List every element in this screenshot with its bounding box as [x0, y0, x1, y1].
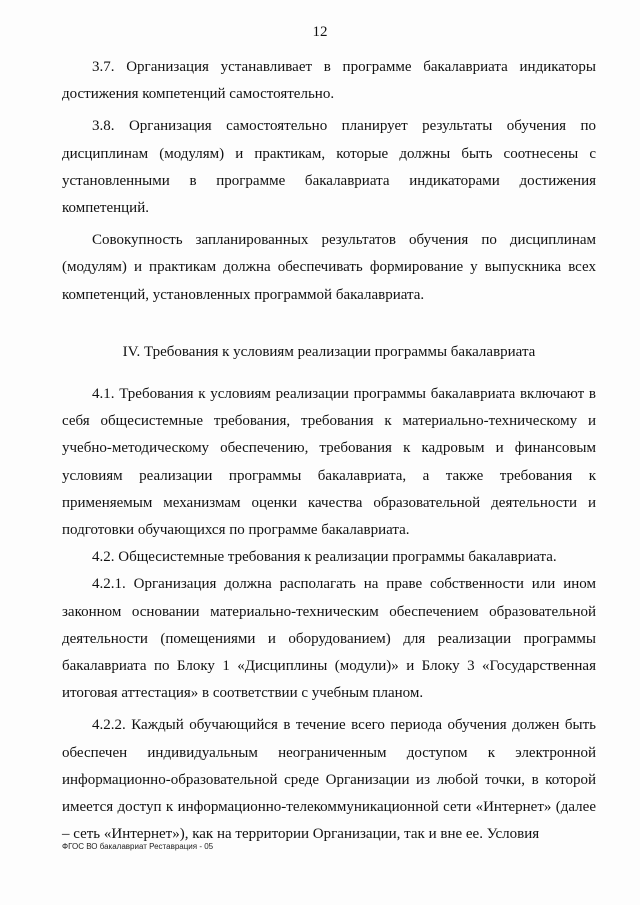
section-heading: IV. Требования к условиям реализации программы бакалавриата	[122, 343, 536, 360]
paragraph-3-8: 3.8. Организация самостоятельно планирует результаты обучения по дисциплинам (модулям) и практикам, которые должны быть соотнесены с установленными в программе бакалавриата индикаторами достижения компетенций.	[62, 118, 596, 217]
paragraph-4-2: 4.2. Общесистемные требования к реализации программы бакалавриата.	[92, 549, 557, 566]
paragraph-4-2-2: 4.2.2. Каждый обучающийся в течение всего периода обучения должен быть обеспечен индивидуальным неограниченным доступом к электронной информационно-образовательной среде Организации из любой точки, в которой имеется доступ к информационно-телекоммуникационной сети «Интернет» (далее – сеть «Интернет»), как на территории Организации, так и вне ее. Условия	[62, 717, 596, 843]
paragraph-learning-outcomes: Совокупность запланированных результатов обучения по дисциплинам (модулям) и практикам должна обеспечивать формирование у выпускника всех компетенций, установленных программой бакалавриата.	[62, 232, 596, 303]
paragraph-4-1: 4.1. Требования к условиям реализации программы бакалавриата включают в себя общесистемные требования, требования к материально-техническому и учебно-методическому обеспечению, требования к кадровым и финансовым условиям реализации программы бакалавриата, а также требования к применяемым механизмам оценки качества образовательной деятельности и подготовки обучающихся по программе бакалавриата.	[62, 386, 596, 539]
paragraph-4-2-1: 4.2.1. Организация должна располагать на праве собственности или ином законном основании материально-техническим обеспечением образовательной деятельности (помещениями и оборудованием) для реализации программы бакалавриата по Блоку 1 «Дисциплины (модули)» и Блоку 3 «Государственная итоговая аттестация» в соответствии с учебным планом.	[62, 576, 596, 702]
document-body	[62, 54, 596, 848]
page-number: 12	[312, 24, 328, 40]
paragraph-3-7: 3.7. Организация устанавливает в программе бакалавриата индикаторы достижения компетенций самостоятельно.	[62, 59, 596, 103]
document-footer: ФГОС ВО бакалавриат Реставрация - 05	[62, 842, 214, 851]
